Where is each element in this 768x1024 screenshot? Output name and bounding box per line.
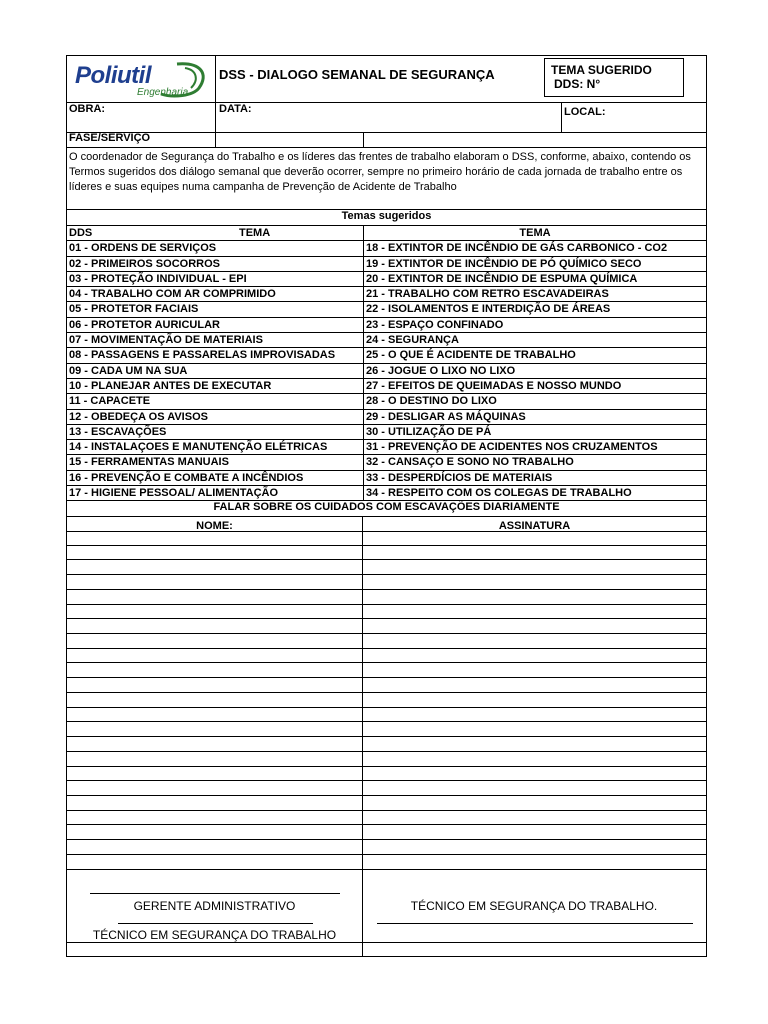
topic-right: 33 - DESPERDÍCIOS DE MATERIAIS [363, 471, 704, 485]
topic-left: 17 - HIGIENE PESSOAL/ ALIMENTAÇÃO [69, 487, 279, 500]
footer-bottom-divider [362, 942, 363, 956]
form-title: DSS - DIALOGO SEMANAL DE SEGURANÇA [219, 67, 495, 82]
fase-cell-3[interactable] [363, 132, 706, 147]
attendance-row-divider [362, 722, 363, 736]
attendance-row[interactable] [67, 678, 706, 693]
tecnico-left-label: TÉCNICO EM SEGURANÇA DO TRABALHO [92, 928, 337, 942]
fase-label: FASE/SERVIÇO [69, 132, 151, 144]
col-dds-text: DDS [69, 227, 93, 239]
signature-col-header [362, 516, 706, 531]
attendance-row-divider [362, 619, 363, 633]
topic-row [67, 379, 706, 394]
topic-row [67, 425, 706, 440]
obra-label: OBRA: [69, 103, 106, 115]
attendance-row[interactable] [67, 575, 706, 590]
topic-left: 03 - PROTEÇÃO INDIVIDUAL - EPI [69, 272, 247, 285]
topic-right: 32 - CANSAÇO E SONO NO TRABALHO [363, 455, 704, 469]
attendance-row[interactable] [67, 590, 706, 605]
attendance-row[interactable] [67, 825, 706, 840]
attendance-row[interactable] [67, 634, 706, 649]
attendance-row[interactable] [67, 708, 706, 723]
topic-right: 27 - EFEITOS DE QUEIMADAS E NOSSO MUNDO [363, 379, 704, 393]
signature-col-label: ASSINATURA [498, 520, 571, 532]
attendance-row-divider [362, 546, 363, 560]
topic-row [67, 333, 706, 348]
topic-right: 31 - PREVENÇÃO DE ACIDENTES NOS CRUZAMENTOS [363, 440, 704, 454]
topic-row [67, 410, 706, 425]
attendance-row-divider [362, 708, 363, 722]
attendance-row-divider [362, 825, 363, 839]
fase-field[interactable] [67, 132, 215, 147]
topic-right: 26 - JOGUE O LIXO NO LIXO [363, 364, 704, 378]
topic-row [67, 257, 706, 272]
attendance-row-divider [362, 781, 363, 795]
topic-left: 07 - MOVIMENTAÇÃO DE MATERIAIS [69, 334, 263, 347]
topic-row [67, 241, 706, 256]
topic-left: 04 - TRABALHO COM AR COMPRIMIDO [69, 288, 276, 301]
topic-right: 20 - EXTINTOR DE INCÊNDIO DE ESPUMA QUÍMICA [363, 272, 704, 286]
topic-row [67, 348, 706, 363]
topic-right: 30 - UTILIZAÇÃO DE PÁ [363, 425, 704, 439]
attendance-row[interactable] [67, 560, 706, 575]
topic-row [67, 272, 706, 287]
topic-left: 13 - ESCAVAÇÕES [69, 425, 167, 438]
topic-row [67, 471, 706, 486]
attendance-row-divider [362, 634, 363, 648]
data-field[interactable] [215, 102, 561, 132]
attendance-row[interactable] [67, 531, 706, 546]
topic-left: 10 - PLANEJAR ANTES DE EXECUTAR [69, 379, 272, 392]
attendance-row-divider [362, 840, 363, 854]
col-tema-left-text: TEMA [239, 227, 271, 239]
topic-left: 01 - ORDENS DE SERVIÇOS [69, 242, 217, 255]
dds-number-label: DDS: N° [554, 77, 601, 91]
col-dds-header [69, 226, 361, 240]
topic-row [67, 394, 706, 409]
topic-row [67, 364, 706, 379]
obra-field[interactable] [67, 102, 215, 132]
logo-text: Poliutil [75, 62, 151, 89]
attendance-row[interactable] [67, 767, 706, 782]
attendance-row[interactable] [67, 722, 706, 737]
name-col-label: NOME: [196, 520, 233, 532]
attendance-row-divider [362, 693, 363, 707]
fase-cell-2[interactable] [215, 132, 363, 147]
signatures-footer [67, 866, 706, 943]
topic-right: 23 - ESPAÇO CONFINADO [363, 318, 704, 332]
attendance-row[interactable] [67, 663, 706, 678]
tema-sugerido-label: TEMA SUGERIDO [551, 63, 652, 77]
local-label: LOCAL: [564, 106, 606, 118]
topic-right: 21 - TRABALHO COM RETRO ESCAVADEIRAS [363, 287, 704, 301]
dss-form [66, 55, 707, 957]
attendance-row[interactable] [67, 546, 706, 561]
attendance-row[interactable] [67, 619, 706, 634]
attendance-row[interactable] [67, 649, 706, 664]
topic-right: 24 - SEGURANÇA [363, 333, 704, 347]
topics-title: Temas sugeridos [341, 210, 432, 222]
topic-left: 11 - CAPACETE [69, 395, 151, 408]
attendance-rows [67, 531, 706, 870]
fase-row [67, 132, 706, 148]
local-field[interactable] [561, 102, 706, 132]
topic-row [67, 287, 706, 302]
attendance-row-divider [362, 560, 363, 574]
topic-row [67, 440, 706, 455]
attendance-row[interactable] [67, 605, 706, 620]
tecnico-right-label: TÉCNICO EM SEGURANÇA DO TRABALHO. [410, 899, 658, 913]
topic-right: 18 - EXTINTOR DE INCÊNDIO DE GÁS CARBONICO - CO2 [363, 241, 704, 255]
obra-row [67, 102, 706, 133]
topic-row [67, 318, 706, 333]
topic-rows [67, 241, 706, 501]
topic-right: 29 - DESLIGAR AS MÁQUINAS [363, 410, 704, 424]
intro-row [67, 147, 706, 210]
footer-bottom-row [67, 942, 706, 956]
topic-left: 02 - PRIMEIROS SOCORROS [69, 257, 220, 270]
topic-left: 12 - OBEDEÇA OS AVISOS [69, 410, 208, 423]
topics-title-row [67, 209, 706, 226]
form-header [67, 56, 706, 103]
topic-left: 16 - PREVENÇÃO E COMBATE A INCÊNDIOS [69, 471, 304, 484]
attendance-header-row [67, 516, 706, 532]
attendance-row[interactable] [67, 737, 706, 752]
attendance-row[interactable] [67, 796, 706, 811]
logo-subtext: Engenharia [137, 87, 189, 98]
attendance-row-divider [362, 649, 363, 663]
tecnico-right-signature-line[interactable] [377, 923, 693, 924]
attendance-row[interactable] [67, 752, 706, 767]
daily-note-row [67, 500, 706, 517]
attendance-row-divider [362, 796, 363, 810]
gerente-signature-line[interactable] [90, 893, 340, 894]
topic-right: 19 - EXTINTOR DE INCÊNDIO DE PÓ QUÍMICO SECO [363, 257, 704, 271]
topic-right: 25 - O QUE É ACIDENTE DE TRABALHO [363, 348, 704, 362]
attendance-row-divider [362, 531, 363, 545]
topic-left: 06 - PROTETOR AURICULAR [69, 318, 220, 331]
attendance-row-divider [362, 605, 363, 619]
topic-right: 28 - O DESTINO DO LIXO [363, 394, 704, 408]
gerente-label: GERENTE ADMINISTRATIVO [133, 899, 296, 913]
attendance-row-divider [362, 575, 363, 589]
company-logo [67, 56, 216, 102]
topic-left: 14 - INSTALAÇOES E MANUTENÇÃO ELÉTRICAS [69, 441, 328, 454]
topic-left: 05 - PROTETOR FACIAIS [69, 303, 199, 316]
attendance-row[interactable] [67, 811, 706, 826]
topic-left: 08 - PASSAGENS E PASSARELAS IMPROVISADAS [69, 349, 336, 362]
attendance-row[interactable] [67, 781, 706, 796]
tecnico-left-signature-line[interactable] [118, 923, 313, 924]
topic-right: 22 - ISOLAMENTOS E INTERDIÇÃO DE ÁREAS [363, 302, 704, 316]
topic-left: 15 - FERRAMENTAS MANUAIS [69, 456, 229, 469]
tema-sugerido-box[interactable] [544, 58, 684, 97]
data-label: DATA: [219, 103, 252, 115]
attendance-row-divider [362, 590, 363, 604]
name-col-header [67, 516, 362, 531]
topic-row [67, 455, 706, 470]
topic-left: 09 - CADA UM NA SUA [69, 364, 188, 377]
topics-table [67, 226, 706, 501]
topics-header-row [67, 226, 706, 241]
col-tema-right-header: TEMA [363, 226, 704, 240]
attendance-row-divider [362, 752, 363, 766]
intro-text: O coordenador de Segurança do Trabalho e os líderes das frentes de trabalho elaboram o DSS, conforme, abaixo, contendo os Termos sugeridos dos diálogo semanal que deverão ocorrer, sempre no primeiro horário de cada jornada de trabalho entre os líderes e suas equipes numa campanha de Prevenção de Acidente de Trabalho [69, 151, 691, 193]
attendance-row-divider [362, 737, 363, 751]
attendance-row[interactable] [67, 840, 706, 855]
attendance-row-divider [362, 811, 363, 825]
attendance-row-divider [362, 678, 363, 692]
topic-row [67, 302, 706, 317]
topic-right: 34 - RESPEITO COM OS COLEGAS DE TRABALHO [363, 486, 704, 500]
attendance-row-divider [362, 663, 363, 677]
attendance-row[interactable] [67, 693, 706, 708]
attendance-row-divider [362, 767, 363, 781]
daily-note: FALAR SOBRE OS CUIDADOS COM ESCAVAÇÕES DIARIAMENTE [213, 501, 560, 513]
